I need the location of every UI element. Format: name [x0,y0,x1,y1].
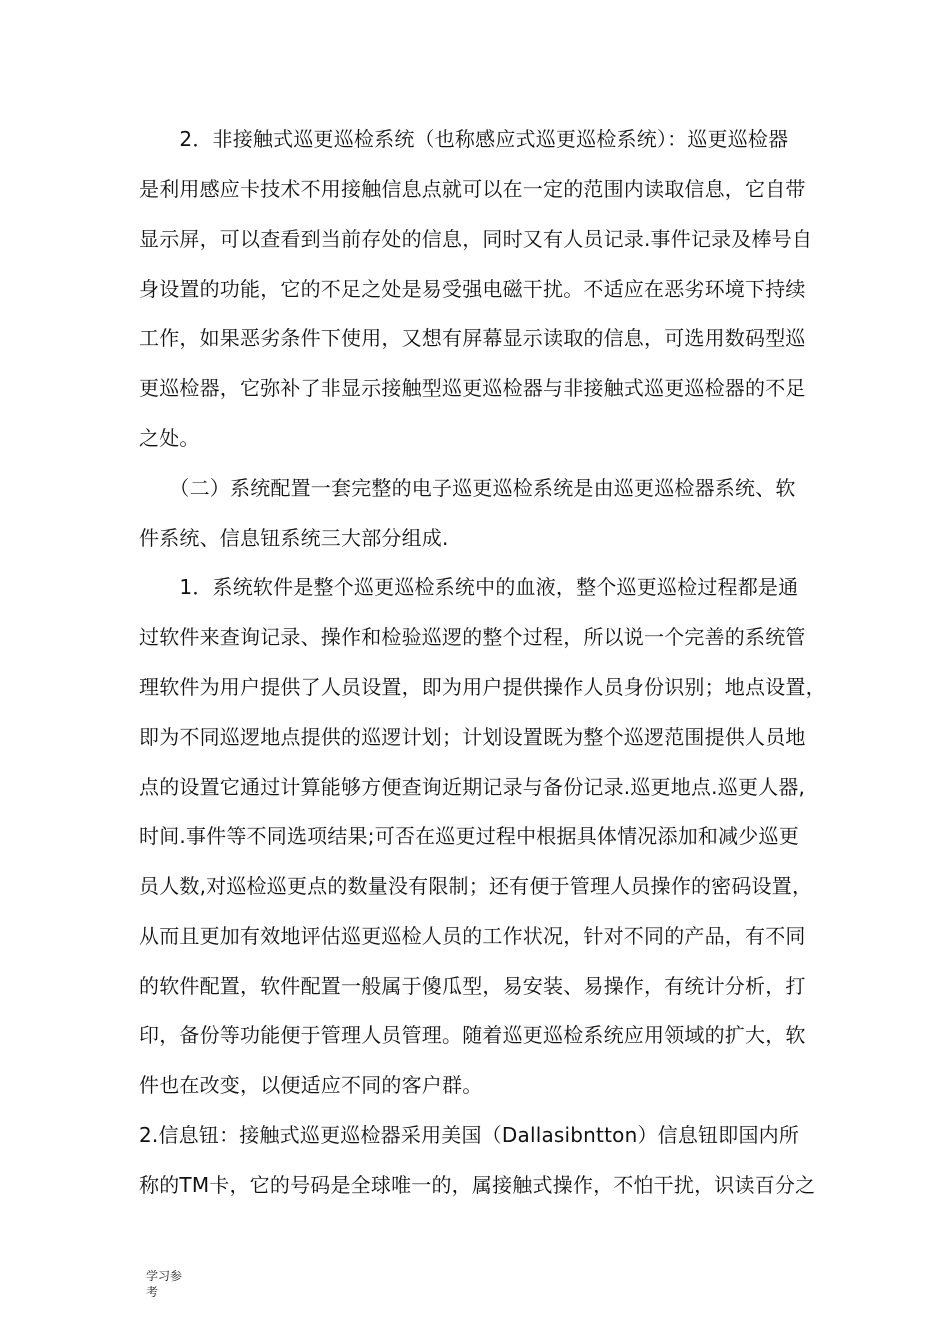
footer-line: 考 [146,1285,159,1299]
body-line: 是利用感应卡技术不用接触信息点就可以在一定的范围内读取信息，它自带 [139,177,806,201]
body-line: 点的设置它通过计算能够方便查询近期记录与备份记录.巡更地点.巡更人器, [139,775,806,799]
body-line: 从而且更加有效地评估巡更巡检人员的工作状况，针对不同的产品，有不同 [139,924,806,948]
body-line: 理软件为用户提供了人员设置，即为用户提供操作人员身份识别；地点设置， [139,675,826,699]
body-line: 工作，如果恶劣条件下使用，又想有屏幕显示读取的信息，可选用数码型巡 [139,326,806,350]
body-line: 即为不同巡逻地点提供的巡逻计划；计划设置既为整个巡逻范围提供人员地 [139,725,806,749]
body-line: 显示屏，可以查看到当前存处的信息，同时又有人员记录.事件记录及棒号自 [139,227,813,251]
page-footer-note [146,1268,196,1300]
body-line: 之处。 [139,426,200,450]
body-line: 过软件来查询记录、操作和检验巡逻的整个过程，所以说一个完善的系统管 [139,625,806,649]
body-line: 2.信息钮：接触式巡更巡检器采用美国（Dallasibntton）信息钮即国内所 [139,1123,800,1147]
body-line: （二）系统配置一套完整的电子巡更巡检系统是由巡更巡检器系统、软 [139,476,796,500]
body-line: 件也在改变，以便适应不同的客户群。 [139,1073,483,1097]
body-line: 身设置的功能，它的不足之处是易受强电磁干扰。不适应在恶劣环境下持续 [139,277,806,301]
footer-line: 学习参 [146,1269,183,1283]
body-line: 更巡检器，它弥补了非显示接触型巡更巡检器与非接触式巡更巡检器的不足 [139,376,806,400]
body-line: 员人数,对巡检巡更点的数量没有限制；还有便于管理人员操作的密码设置， [139,874,813,898]
body-line: 件系统、信息钮系统三大部分组成. [139,526,449,550]
body-line: 印，备份等功能便于管理人员管理。随着巡更巡检系统应用领域的扩大，软 [139,1023,806,1047]
body-line: 时间.事件等不同选项结果;可否在巡更过程中根据具体情况添加和减少巡更 [139,824,799,848]
body-line: 的软件配置，软件配置一般属于傻瓜型，易安装、易操作，有统计分析，打 [139,974,806,998]
body-line: 称的TM卡，它的号码是全球唯一的，属接触式操作，不怕干扰，识读百分之 [139,1173,816,1197]
body-line: 2．非接触式巡更巡检系统（也称感应式巡更巡检系统）：巡更巡检器 [139,127,789,151]
body-line: 1．系统软件是整个巡更巡检系统中的血液，整个巡更巡检过程都是通 [139,575,799,599]
